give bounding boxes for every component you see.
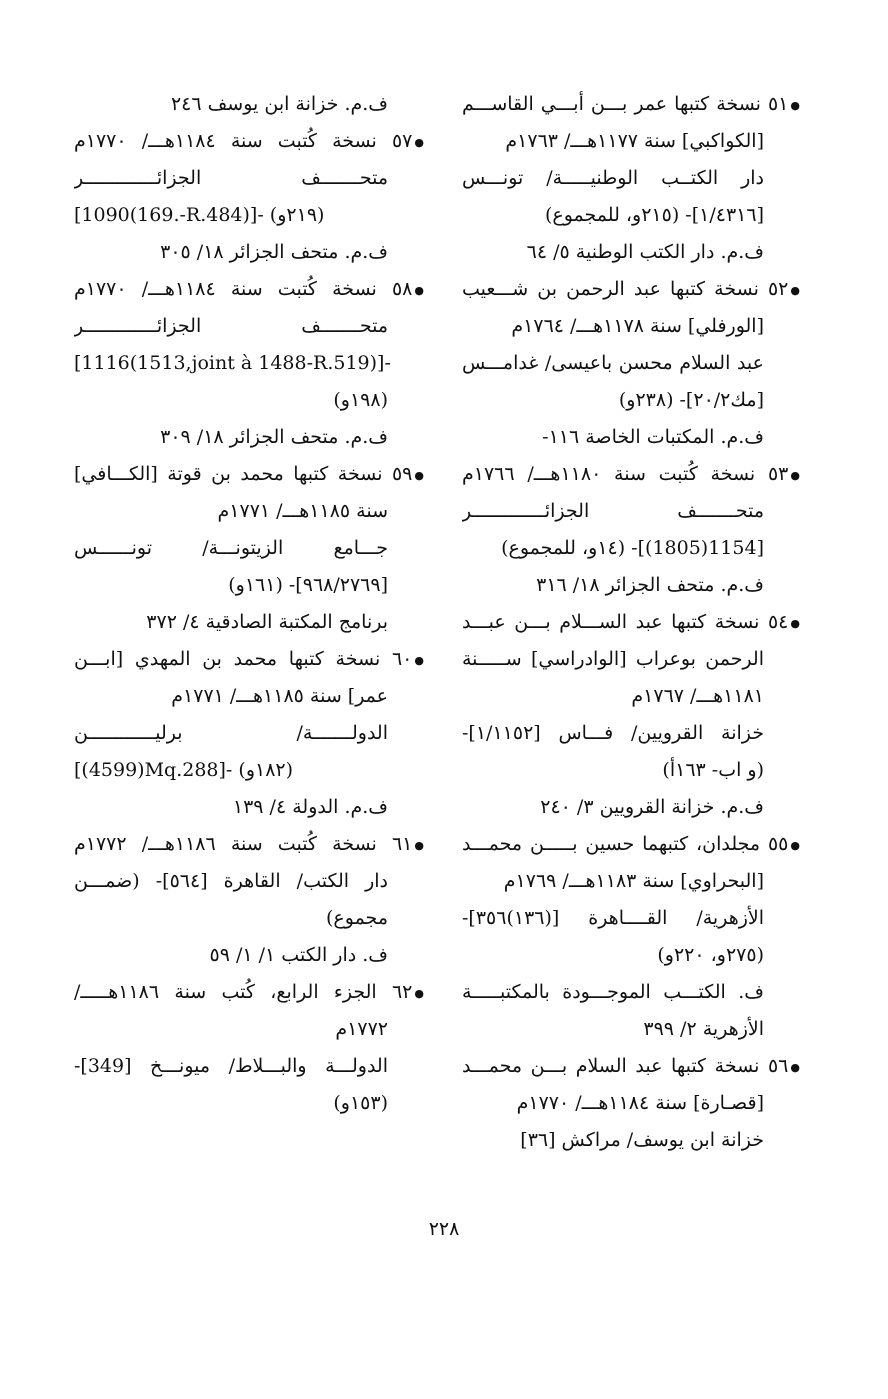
entry-line: ●٦٢ الجزء الرابع، كُتب سنة ١١٨٦هـــــ/	[74, 974, 424, 1011]
entry-line: ●٥٢ نسخة كتبها عبد الرحمن بن شـــعيب	[462, 271, 800, 308]
entry-line: ف.م. متحف الجزائر ١٨/ ٣٠٥	[160, 241, 388, 263]
entry-line: ف. الكتـــب الموجـــودة بالمكتبـــــة	[462, 981, 764, 1003]
entry-line: سنة ١١٨٥هـــ/ ١٧٧١م	[217, 500, 388, 522]
catalog-entry-56-continued	[74, 86, 424, 123]
entry-line: [الكواكبي] سنة ١١٧٧هـــ/ ١٧٦٣م	[505, 130, 764, 152]
catalog-entry-59	[74, 456, 424, 641]
bullet-icon: ●	[414, 135, 424, 149]
bullet-icon: ●	[414, 653, 424, 667]
entry-line: ●٥١ نسخة كتبها عمر بـــن أبـــي القاســـم	[462, 86, 800, 123]
entry-number: ٥٧	[391, 130, 413, 152]
bullet-icon: ●	[790, 1060, 800, 1074]
catalog-entry-60	[74, 641, 424, 826]
entry-line: الأزهرية ٢/ ٣٩٩	[643, 1018, 764, 1040]
entry-line: [مك٢٠/٢]- (٢٣٨و)	[618, 389, 764, 411]
entry-line: متحـــــــف الجزائـــــــــــــر	[462, 500, 764, 522]
entry-line: دار الكتــب الوطنيـــــة/ تونـــس	[462, 167, 764, 189]
bullet-icon: ●	[414, 838, 424, 852]
entry-line: (٢٧٥و، ٢٢٠و)	[657, 944, 764, 966]
left-column	[74, 86, 424, 1122]
entry-line: متحـــــــف الجزائـــــــــــــر	[74, 167, 388, 189]
entry-line: عمر] سنة ١١٨٥هـــ/ ١٧٧١م	[171, 685, 388, 707]
entry-line: ف.م. متحف الجزائر ١٨/ ٣٠٩	[160, 426, 388, 448]
catalog-entry-61	[74, 826, 424, 974]
entry-line: ●٥٦ نسخة كتبها عبد السلام بـــن محمـــد	[462, 1048, 800, 1085]
bullet-icon: ●	[414, 468, 424, 482]
entry-line: [1090(169.-R.484)]- (٢١٩و)	[74, 204, 325, 226]
entry-line: برنامج المكتبة الصادقية ٤/ ٣٧٢	[146, 611, 388, 633]
entry-line: مجموع)	[326, 907, 388, 929]
entry-line: ف.م. دار الكتب الوطنية ٥/ ٦٤	[526, 241, 764, 263]
catalog-entry-54	[462, 604, 800, 826]
entry-line: ١١٨١هـــ/ ١٧٦٧م	[631, 685, 764, 707]
bullet-icon: ●	[790, 98, 800, 112]
entry-line: الأزهرية/ القــــاهرة [(١٣٦)٣٥٦]-	[462, 907, 764, 929]
bullet-icon: ●	[414, 986, 424, 1000]
entry-line: ف.م. المكتبات الخاصة ١١٦-	[542, 426, 764, 448]
entry-line: خزانة ابن يوسف/ مراكش [٣٦]	[520, 1129, 764, 1151]
entry-line: ●٦١ نسخة كُتبت سنة ١١٨٦هـــ/ ١٧٧٢م	[74, 826, 424, 863]
entry-number: ٥٢	[767, 278, 789, 300]
bullet-icon: ●	[790, 616, 800, 630]
entry-line: عبد السلام محسن باعيسى/ غدامـــس	[462, 352, 764, 374]
catalog-entry-57	[74, 123, 424, 271]
entry-line: خزانة القرويين/ فـــاس [١/١١٥٢]-	[462, 722, 764, 744]
right-column	[462, 86, 800, 1159]
page-number: ٢٢٨	[428, 1218, 460, 1240]
entry-number: ٥٨	[391, 278, 413, 300]
entry-line: [(4599)Mq.288]- (١٨٢و)	[74, 759, 294, 781]
catalog-entry-56	[462, 1048, 800, 1159]
entry-line: [الورفلي] سنة ١١٧٨هـــ/ ١٧٦٤م	[511, 315, 764, 337]
entry-line: الدولـــــــة/ برليــــــــــــن	[74, 722, 388, 744]
catalog-entry-55	[462, 826, 800, 1048]
entry-line: ●٥٥ مجلدان، كتبهما حسين بـــــن محمـــد	[462, 826, 800, 863]
entry-number: ٥٤	[767, 611, 789, 633]
entry-line: [قصـارة] سنة ١١٨٤هـــ/ ١٧٧٠م	[516, 1092, 764, 1114]
entry-line: [1116(1513,joint à 1488-R.519)]-	[74, 352, 391, 374]
entry-line: ●٥٤ نسخة كتبها عبد الســـلام بـــن عبـــد	[462, 604, 800, 641]
bullet-icon: ●	[790, 468, 800, 482]
catalog-entry-51	[462, 86, 800, 271]
catalog-entry-52	[462, 271, 800, 456]
entry-line: ●٥٩ نسخة كتبها محمد بن قوتة [الكـــافي]	[74, 456, 424, 493]
entry-number: ٥٥	[767, 833, 789, 855]
entry-line: ف.م. متحف الجزائر ١٨/ ٣١٦	[536, 574, 764, 596]
entry-number: ٦٠	[391, 648, 413, 670]
entry-line: ●٥٧ نسخة كُتبت سنة ١١٨٤هـــ/ ١٧٧٠م	[74, 123, 424, 160]
bullet-icon: ●	[790, 838, 800, 852]
entry-line: [البحراوي] سنة ١١٨٣هـــ/ ١٧٦٩م	[503, 870, 764, 892]
entry-number: ٦١	[391, 833, 413, 855]
bullet-icon: ●	[790, 283, 800, 297]
entry-line: (١٩٨و)	[333, 389, 388, 411]
entry-line: ف.م. خزانة ابن يوسف ٢٤٦	[170, 93, 388, 115]
entry-line: جـــامع الزيتونـــة/ تونــــــس	[74, 537, 388, 559]
entry-line: (و اب- ١٦٣أ)	[662, 759, 764, 781]
entry-line: الدولـــة والبـــلاط/ ميونـــخ [349]-	[74, 1055, 388, 1077]
bullet-icon: ●	[414, 283, 424, 297]
entry-line: دار الكتب/ القاهرة [٥٦٤]- (ضمـــن	[74, 870, 388, 892]
entry-number: ٥٣	[767, 463, 789, 485]
catalog-entry-53	[462, 456, 800, 604]
entry-line: ●٥٣ نسخة كُتبت سنة ١١٨٠هـــ/ ١٧٦٦م	[462, 456, 800, 493]
entry-line: ف. دار الكتب ١/ ١/ ٥٩	[209, 944, 388, 966]
entry-number: ٥١	[767, 93, 789, 115]
entry-line: ف.م. الدولة ٤/ ١٣٩	[232, 796, 388, 818]
entry-number: ٦٢	[391, 981, 413, 1003]
entry-line: ●٥٨ نسخة كُتبت سنة ١١٨٤هـــ/ ١٧٧٠م	[74, 271, 424, 308]
catalog-entry-62	[74, 974, 424, 1122]
entry-number: ٥٩	[391, 463, 413, 485]
catalog-entry-58	[74, 271, 424, 456]
entry-number: ٥٦	[767, 1055, 789, 1077]
entry-line: ●٦٠ نسخة كتبها محمد بن المهدي [ابـــن	[74, 641, 424, 678]
entry-line: ف.م. خزانة القرويين ٣/ ٢٤٠	[540, 796, 764, 818]
entry-line: [1154(1805)]- (١٤و، للمجموع)	[501, 537, 764, 559]
entry-line: (١٥٣و)	[333, 1092, 388, 1114]
entry-line: متحـــــــف الجزائـــــــــــــر	[74, 315, 388, 337]
entry-line: [١/٤٣١٦]- (٢١٥و، للمجموع)	[544, 204, 764, 226]
entry-line: [٩٦٨/٢٧٦٩]- (١٦١و)	[228, 574, 388, 596]
entry-line: الرحمن بوعراب [الوادراسي] ســـــنة	[462, 648, 764, 670]
entry-line: ١٧٧٢م	[335, 1018, 388, 1040]
